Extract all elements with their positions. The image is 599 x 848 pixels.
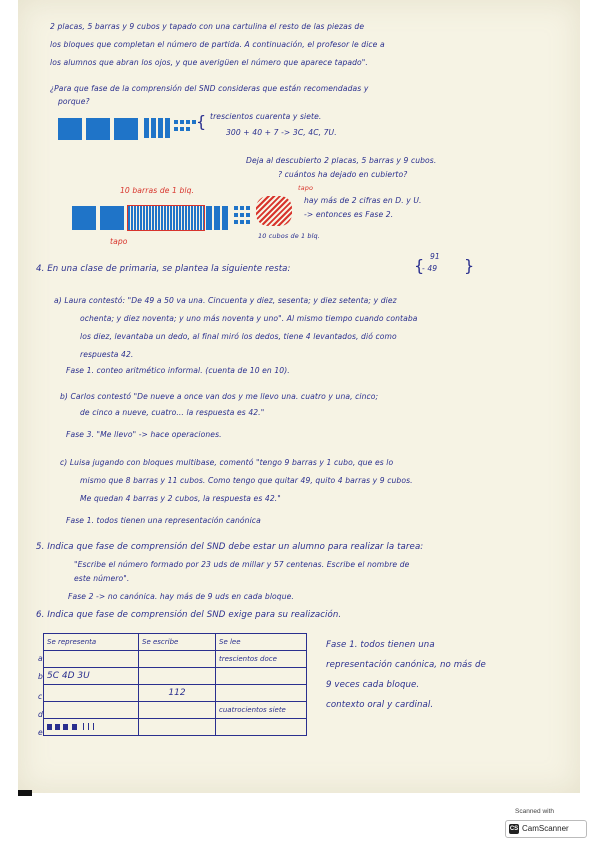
table-cell bbox=[216, 668, 307, 685]
table-cell bbox=[139, 719, 216, 736]
side-note-line: contexto oral y cardinal. bbox=[326, 700, 434, 710]
text-line: los bloques que completan el número de partida. A continuación, el profesor le dice a bbox=[50, 40, 385, 49]
text-line: Deja al descubierto 2 placas, 5 barras y 9 cubos. bbox=[246, 156, 437, 165]
header-cell: Se representa bbox=[44, 634, 139, 651]
brace: { bbox=[414, 256, 425, 275]
brace: } bbox=[464, 256, 475, 275]
text-line: "Escribe el número formado por 23 uds de millar y 57 centenas. Escribe el nombre de bbox=[74, 560, 410, 569]
row-label: c bbox=[38, 692, 43, 701]
cube-block bbox=[234, 206, 238, 210]
table-cell-blocks bbox=[44, 719, 139, 736]
plate-block bbox=[72, 206, 96, 230]
text-line: los alumnos que abran los ojos, y que averigüen el número que aparece tapado". bbox=[50, 58, 368, 67]
plate-block bbox=[58, 118, 82, 140]
table-cell bbox=[216, 719, 307, 736]
text-line: Me quedan 4 barras y 2 cubos, la respuesta es 42." bbox=[80, 494, 281, 503]
answer-line: Fase 3. "Me llevo" -> hace operaciones. bbox=[66, 430, 222, 439]
text-line: respuesta 42. bbox=[80, 350, 134, 359]
rod-block bbox=[214, 206, 220, 230]
table-cell: 5C 4D 3U bbox=[44, 668, 139, 685]
text-line: c) Luisa jugando con bloques multibase, comentó "tengo 9 barras y 1 cubo, que es lo bbox=[60, 458, 394, 467]
header-cell: Se escribe bbox=[139, 634, 216, 651]
rod-block bbox=[206, 206, 212, 230]
camscanner-icon: CS bbox=[509, 826, 519, 832]
table-cell bbox=[44, 702, 139, 719]
plate-block bbox=[114, 118, 138, 140]
table-cell bbox=[139, 702, 216, 719]
side-note-line: representación canónica, no más de bbox=[326, 660, 486, 670]
text-line: este número". bbox=[74, 574, 130, 583]
camscanner-watermark bbox=[505, 808, 585, 840]
table-cell bbox=[139, 668, 216, 685]
question-5: 5. Indica que fase de comprensión del SND debe estar un alumno para realizar la tarea: bbox=[36, 542, 424, 552]
subtraction-top: 91 bbox=[430, 252, 440, 261]
cube-block bbox=[246, 220, 250, 224]
answer-line: Fase 1. todos tienen una representación canónica bbox=[66, 516, 261, 525]
row-label: e bbox=[38, 728, 43, 737]
rod-block bbox=[151, 118, 156, 138]
text-line: a) Laura contestó: "De 49 a 50 va una. Cincuenta y diez, sesenta; y diez setenta; y diez bbox=[54, 296, 397, 305]
cube-block bbox=[180, 120, 184, 124]
rod-block bbox=[222, 206, 228, 230]
row-label: d bbox=[38, 710, 43, 719]
table-row bbox=[44, 651, 307, 668]
row-label: a bbox=[38, 654, 43, 663]
scanned-with-label: Scanned with bbox=[515, 808, 555, 815]
subtraction-bottom: - 49 bbox=[422, 264, 438, 273]
annotation: 10 cubos de 1 blq. bbox=[258, 232, 320, 240]
text-line: 2 placas, 5 barras y 9 cubos y tapado con una cartulina el resto de las piezas de bbox=[50, 22, 365, 31]
question-line: ¿Para que fase de la comprensión del SND consideras que están recomendadas y bbox=[50, 84, 369, 93]
number-words: trescientos cuarenta y siete. bbox=[210, 112, 322, 121]
camscanner-brand: CamScanner bbox=[522, 824, 569, 833]
answer-line: Fase 1. conteo aritmético informal. (cuenta de 10 en 10). bbox=[66, 366, 290, 375]
decomposition: 300 + 40 + 7 -> 3C, 4C, 7U. bbox=[226, 128, 337, 137]
rod-block bbox=[83, 723, 84, 730]
cube-block bbox=[240, 213, 244, 217]
text-line: b) Carlos contestó "De nueve a once van dos y me llevo una. cuatro y una, cinco; bbox=[60, 392, 379, 401]
row-label: b bbox=[38, 672, 43, 681]
table-cell: cuatrocientos siete bbox=[216, 702, 307, 719]
annotation-red: tapo bbox=[298, 184, 314, 192]
cube-block bbox=[240, 220, 244, 224]
plate-block bbox=[55, 724, 60, 730]
table-cell: trescientos doce bbox=[216, 651, 307, 668]
cube-block bbox=[234, 220, 238, 224]
representation-table bbox=[43, 633, 307, 736]
plate-block bbox=[63, 724, 68, 730]
text-line: mismo que 8 barras y 11 cubos. Como tengo que quitar 49, quito 4 barras y 9 cubos. bbox=[80, 476, 413, 485]
rod-block bbox=[165, 118, 170, 138]
text-line: de cinco a nueve, cuatro... la respuesta es 42." bbox=[80, 408, 265, 417]
cube-block bbox=[240, 206, 244, 210]
cube-block bbox=[180, 127, 184, 131]
cube-block bbox=[246, 206, 250, 210]
rod-block bbox=[88, 723, 89, 730]
table-row bbox=[44, 702, 307, 719]
text-line: los diez, levantaba un dedo, al final miró los dedos, tiene 4 levantados, dió como bbox=[80, 332, 397, 341]
text-line: hay más de 2 cifras en D. y U. bbox=[304, 196, 422, 205]
table-cell bbox=[44, 685, 139, 702]
table-cell: 112 bbox=[139, 685, 216, 702]
hatched-rods bbox=[128, 206, 204, 230]
table-row bbox=[44, 719, 307, 736]
plate-block bbox=[72, 724, 77, 730]
covered-area bbox=[256, 196, 292, 226]
header-cell: Se lee bbox=[216, 634, 307, 651]
plate-block bbox=[86, 118, 110, 140]
table-row bbox=[44, 685, 307, 702]
text-line: -> entonces es Fase 2. bbox=[304, 210, 394, 219]
text-line: ochenta; y diez noventa; y uno más noventa y uno". Al mismo tiempo cuando contaba bbox=[80, 314, 418, 323]
table-header-row bbox=[44, 634, 307, 651]
annotation-red: 10 barras de 1 blq. bbox=[120, 186, 195, 195]
question-line: porque? bbox=[58, 97, 90, 106]
cube-block bbox=[174, 120, 178, 124]
rod-block bbox=[93, 723, 94, 730]
table-cell bbox=[44, 651, 139, 668]
plate-block bbox=[100, 206, 124, 230]
table-cell bbox=[216, 685, 307, 702]
scan-edge-mark bbox=[18, 790, 32, 796]
cube-block bbox=[186, 120, 190, 124]
plate-block bbox=[47, 724, 52, 730]
text-line: ? cuántos ha dejado en cubierto? bbox=[278, 170, 408, 179]
question-4: 4. En una clase de primaria, se plantea la siguiente resta: bbox=[36, 264, 291, 274]
question-6: 6. Indica que fase de comprensión del SND exige para su realización. bbox=[36, 610, 342, 620]
annotation-red: tapo bbox=[110, 237, 128, 246]
cube-block bbox=[174, 127, 178, 131]
cube-block bbox=[234, 213, 238, 217]
table-cell bbox=[139, 651, 216, 668]
side-note-line: 9 veces cada bloque. bbox=[326, 680, 420, 690]
answer-line: Fase 2 -> no canónica. hay más de 9 uds en cada bloque. bbox=[68, 592, 294, 601]
camscanner-logo bbox=[505, 820, 587, 838]
rod-block bbox=[158, 118, 163, 138]
table-row bbox=[44, 668, 307, 685]
side-note-line: Fase 1. todos tienen una bbox=[326, 640, 435, 650]
brace: { bbox=[196, 112, 207, 131]
cube-block bbox=[186, 127, 190, 131]
rod-block bbox=[144, 118, 149, 138]
cube-block bbox=[246, 213, 250, 217]
